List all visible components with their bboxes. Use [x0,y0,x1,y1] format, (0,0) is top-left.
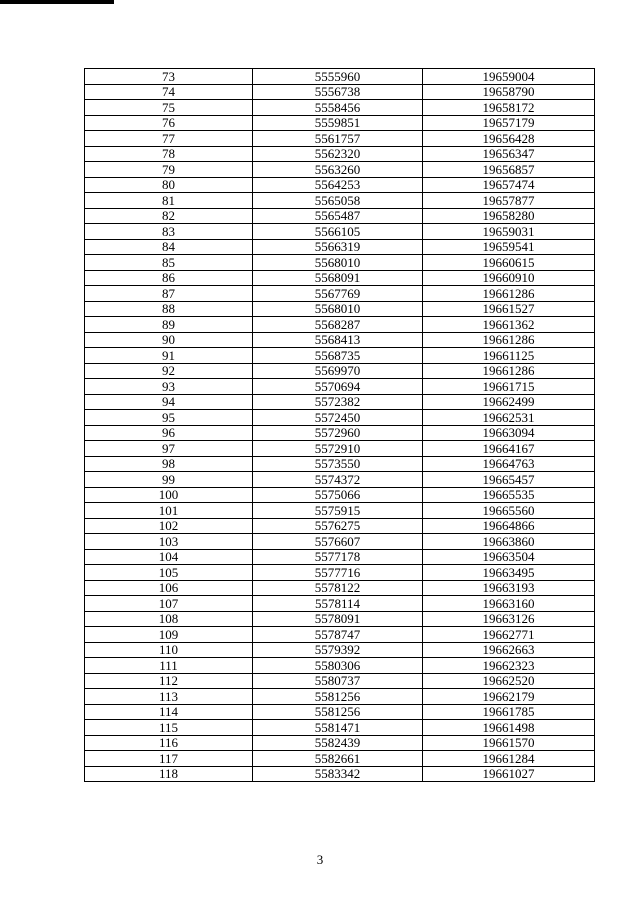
y-coordinate-cell: 19662663 [423,642,595,658]
point-number-cell: 101 [85,503,253,519]
page-number: 3 [316,852,324,867]
y-coordinate-cell: 19662771 [423,627,595,643]
y-coordinate-cell: 19665457 [423,472,595,488]
table-row [85,270,595,286]
y-coordinate-cell: 19664763 [423,456,595,472]
y-coordinate-cell: 19658172 [423,100,595,116]
point-number-cell: 100 [85,487,253,503]
point-number-cell: 73 [85,69,253,85]
y-coordinate-cell: 19658790 [423,84,595,100]
x-coordinate-cell: 5568010 [253,301,423,317]
y-coordinate-cell: 19660615 [423,255,595,271]
x-coordinate-cell: 5566319 [253,239,423,255]
x-coordinate-cell: 5581471 [253,720,423,736]
table-row [85,441,595,457]
point-number-cell: 94 [85,394,253,410]
x-coordinate-cell: 5578122 [253,580,423,596]
x-coordinate-cell: 5565058 [253,193,423,209]
point-number-cell: 103 [85,534,253,550]
point-number-cell: 95 [85,410,253,426]
x-coordinate-cell: 5575066 [253,487,423,503]
x-coordinate-cell: 5581256 [253,704,423,720]
table-row [85,565,595,581]
x-coordinate-cell: 5581256 [253,689,423,705]
table-row [85,735,595,751]
table-row [85,580,595,596]
point-number-cell: 75 [85,100,253,116]
table-row [85,503,595,519]
y-coordinate-cell: 19661785 [423,704,595,720]
table-row [85,673,595,689]
table-row [85,627,595,643]
point-number-cell: 108 [85,611,253,627]
y-coordinate-cell: 19665535 [423,487,595,503]
x-coordinate-cell: 5574372 [253,472,423,488]
x-coordinate-cell: 5578114 [253,596,423,612]
point-number-cell: 105 [85,565,253,581]
header-rule [0,0,114,4]
y-coordinate-cell: 19661498 [423,720,595,736]
table-row [85,115,595,131]
x-coordinate-cell: 5580306 [253,658,423,674]
point-number-cell: 115 [85,720,253,736]
point-number-cell: 114 [85,704,253,720]
table-row [85,239,595,255]
point-number-cell: 93 [85,379,253,395]
table-row [85,689,595,705]
point-number-cell: 80 [85,177,253,193]
x-coordinate-cell: 5563260 [253,162,423,178]
y-coordinate-cell: 19657474 [423,177,595,193]
point-number-cell: 83 [85,224,253,240]
point-number-cell: 84 [85,239,253,255]
table-row [85,379,595,395]
x-coordinate-cell: 5568735 [253,348,423,364]
table-row [85,100,595,116]
x-coordinate-cell: 5579392 [253,642,423,658]
x-coordinate-cell: 5576275 [253,518,423,534]
table-row [85,317,595,333]
table-row [85,394,595,410]
x-coordinate-cell: 5578091 [253,611,423,627]
y-coordinate-cell: 19662323 [423,658,595,674]
point-number-cell: 116 [85,735,253,751]
x-coordinate-cell: 5577716 [253,565,423,581]
point-number-cell: 92 [85,363,253,379]
y-coordinate-cell: 19661286 [423,363,595,379]
y-coordinate-cell: 19656428 [423,131,595,147]
y-coordinate-cell: 19661125 [423,348,595,364]
y-coordinate-cell: 19656857 [423,162,595,178]
table-row [85,642,595,658]
table-row [85,534,595,550]
x-coordinate-cell: 5578747 [253,627,423,643]
x-coordinate-cell: 5564253 [253,177,423,193]
x-coordinate-cell: 5568091 [253,270,423,286]
table-row [85,84,595,100]
point-number-cell: 77 [85,131,253,147]
coordinates-table [84,68,595,782]
y-coordinate-cell: 19664167 [423,441,595,457]
y-coordinate-cell: 19663860 [423,534,595,550]
x-coordinate-cell: 5555960 [253,69,423,85]
table-row [85,348,595,364]
point-number-cell: 89 [85,317,253,333]
y-coordinate-cell: 19662520 [423,673,595,689]
point-number-cell: 88 [85,301,253,317]
table-row [85,131,595,147]
y-coordinate-cell: 19661286 [423,286,595,302]
table-row [85,255,595,271]
y-coordinate-cell: 19662179 [423,689,595,705]
point-number-cell: 82 [85,208,253,224]
y-coordinate-cell: 19663126 [423,611,595,627]
x-coordinate-cell: 5572450 [253,410,423,426]
table-row [85,704,595,720]
x-coordinate-cell: 5573550 [253,456,423,472]
table-row [85,301,595,317]
table-row [85,720,595,736]
y-coordinate-cell: 19663495 [423,565,595,581]
y-coordinate-cell: 19663193 [423,580,595,596]
point-number-cell: 81 [85,193,253,209]
x-coordinate-cell: 5580737 [253,673,423,689]
y-coordinate-cell: 19657877 [423,193,595,209]
table-row [85,751,595,767]
table-row [85,518,595,534]
table-row [85,193,595,209]
y-coordinate-cell: 19661027 [423,766,595,782]
x-coordinate-cell: 5572382 [253,394,423,410]
y-coordinate-cell: 19663504 [423,549,595,565]
table-row [85,766,595,782]
y-coordinate-cell: 19659004 [423,69,595,85]
table-row [85,487,595,503]
table-row [85,456,595,472]
table-row [85,658,595,674]
table-row [85,611,595,627]
point-number-cell: 106 [85,580,253,596]
point-number-cell: 90 [85,332,253,348]
point-number-cell: 78 [85,146,253,162]
point-number-cell: 87 [85,286,253,302]
y-coordinate-cell: 19659031 [423,224,595,240]
table-row [85,224,595,240]
table-row [85,162,595,178]
point-number-cell: 107 [85,596,253,612]
point-number-cell: 118 [85,766,253,782]
point-number-cell: 112 [85,673,253,689]
x-coordinate-cell: 5568010 [253,255,423,271]
y-coordinate-cell: 19661570 [423,735,595,751]
x-coordinate-cell: 5572910 [253,441,423,457]
table-row [85,410,595,426]
point-number-cell: 91 [85,348,253,364]
x-coordinate-cell: 5569970 [253,363,423,379]
table-row [85,596,595,612]
x-coordinate-cell: 5559851 [253,115,423,131]
x-coordinate-cell: 5576607 [253,534,423,550]
y-coordinate-cell: 19663160 [423,596,595,612]
y-coordinate-cell: 19662531 [423,410,595,426]
y-coordinate-cell: 19657179 [423,115,595,131]
point-number-cell: 96 [85,425,253,441]
point-number-cell: 85 [85,255,253,271]
x-coordinate-cell: 5583342 [253,766,423,782]
point-number-cell: 113 [85,689,253,705]
table-row [85,472,595,488]
point-number-cell: 109 [85,627,253,643]
x-coordinate-cell: 5561757 [253,131,423,147]
y-coordinate-cell: 19661715 [423,379,595,395]
x-coordinate-cell: 5556738 [253,84,423,100]
y-coordinate-cell: 19665560 [423,503,595,519]
point-number-cell: 99 [85,472,253,488]
x-coordinate-cell: 5570694 [253,379,423,395]
x-coordinate-cell: 5575915 [253,503,423,519]
table-row [85,69,595,85]
x-coordinate-cell: 5566105 [253,224,423,240]
x-coordinate-cell: 5562320 [253,146,423,162]
point-number-cell: 111 [85,658,253,674]
x-coordinate-cell: 5567769 [253,286,423,302]
table-row [85,208,595,224]
point-number-cell: 110 [85,642,253,658]
x-coordinate-cell: 5577178 [253,549,423,565]
y-coordinate-cell: 19664866 [423,518,595,534]
table-body [85,69,595,782]
y-coordinate-cell: 19659541 [423,239,595,255]
y-coordinate-cell: 19661362 [423,317,595,333]
table-row [85,363,595,379]
point-number-cell: 86 [85,270,253,286]
table-row [85,286,595,302]
table-row [85,146,595,162]
y-coordinate-cell: 19661284 [423,751,595,767]
x-coordinate-cell: 5572960 [253,425,423,441]
x-coordinate-cell: 5565487 [253,208,423,224]
x-coordinate-cell: 5582661 [253,751,423,767]
point-number-cell: 76 [85,115,253,131]
x-coordinate-cell: 5568287 [253,317,423,333]
table-row [85,425,595,441]
y-coordinate-cell: 19661286 [423,332,595,348]
y-coordinate-cell: 19662499 [423,394,595,410]
table-row [85,177,595,193]
point-number-cell: 74 [85,84,253,100]
point-number-cell: 98 [85,456,253,472]
point-number-cell: 79 [85,162,253,178]
point-number-cell: 104 [85,549,253,565]
y-coordinate-cell: 19658280 [423,208,595,224]
x-coordinate-cell: 5582439 [253,735,423,751]
table-row [85,549,595,565]
x-coordinate-cell: 5558456 [253,100,423,116]
x-coordinate-cell: 5568413 [253,332,423,348]
point-number-cell: 102 [85,518,253,534]
y-coordinate-cell: 19661527 [423,301,595,317]
point-number-cell: 117 [85,751,253,767]
y-coordinate-cell: 19656347 [423,146,595,162]
table-row [85,332,595,348]
y-coordinate-cell: 19660910 [423,270,595,286]
point-number-cell: 97 [85,441,253,457]
y-coordinate-cell: 19663094 [423,425,595,441]
